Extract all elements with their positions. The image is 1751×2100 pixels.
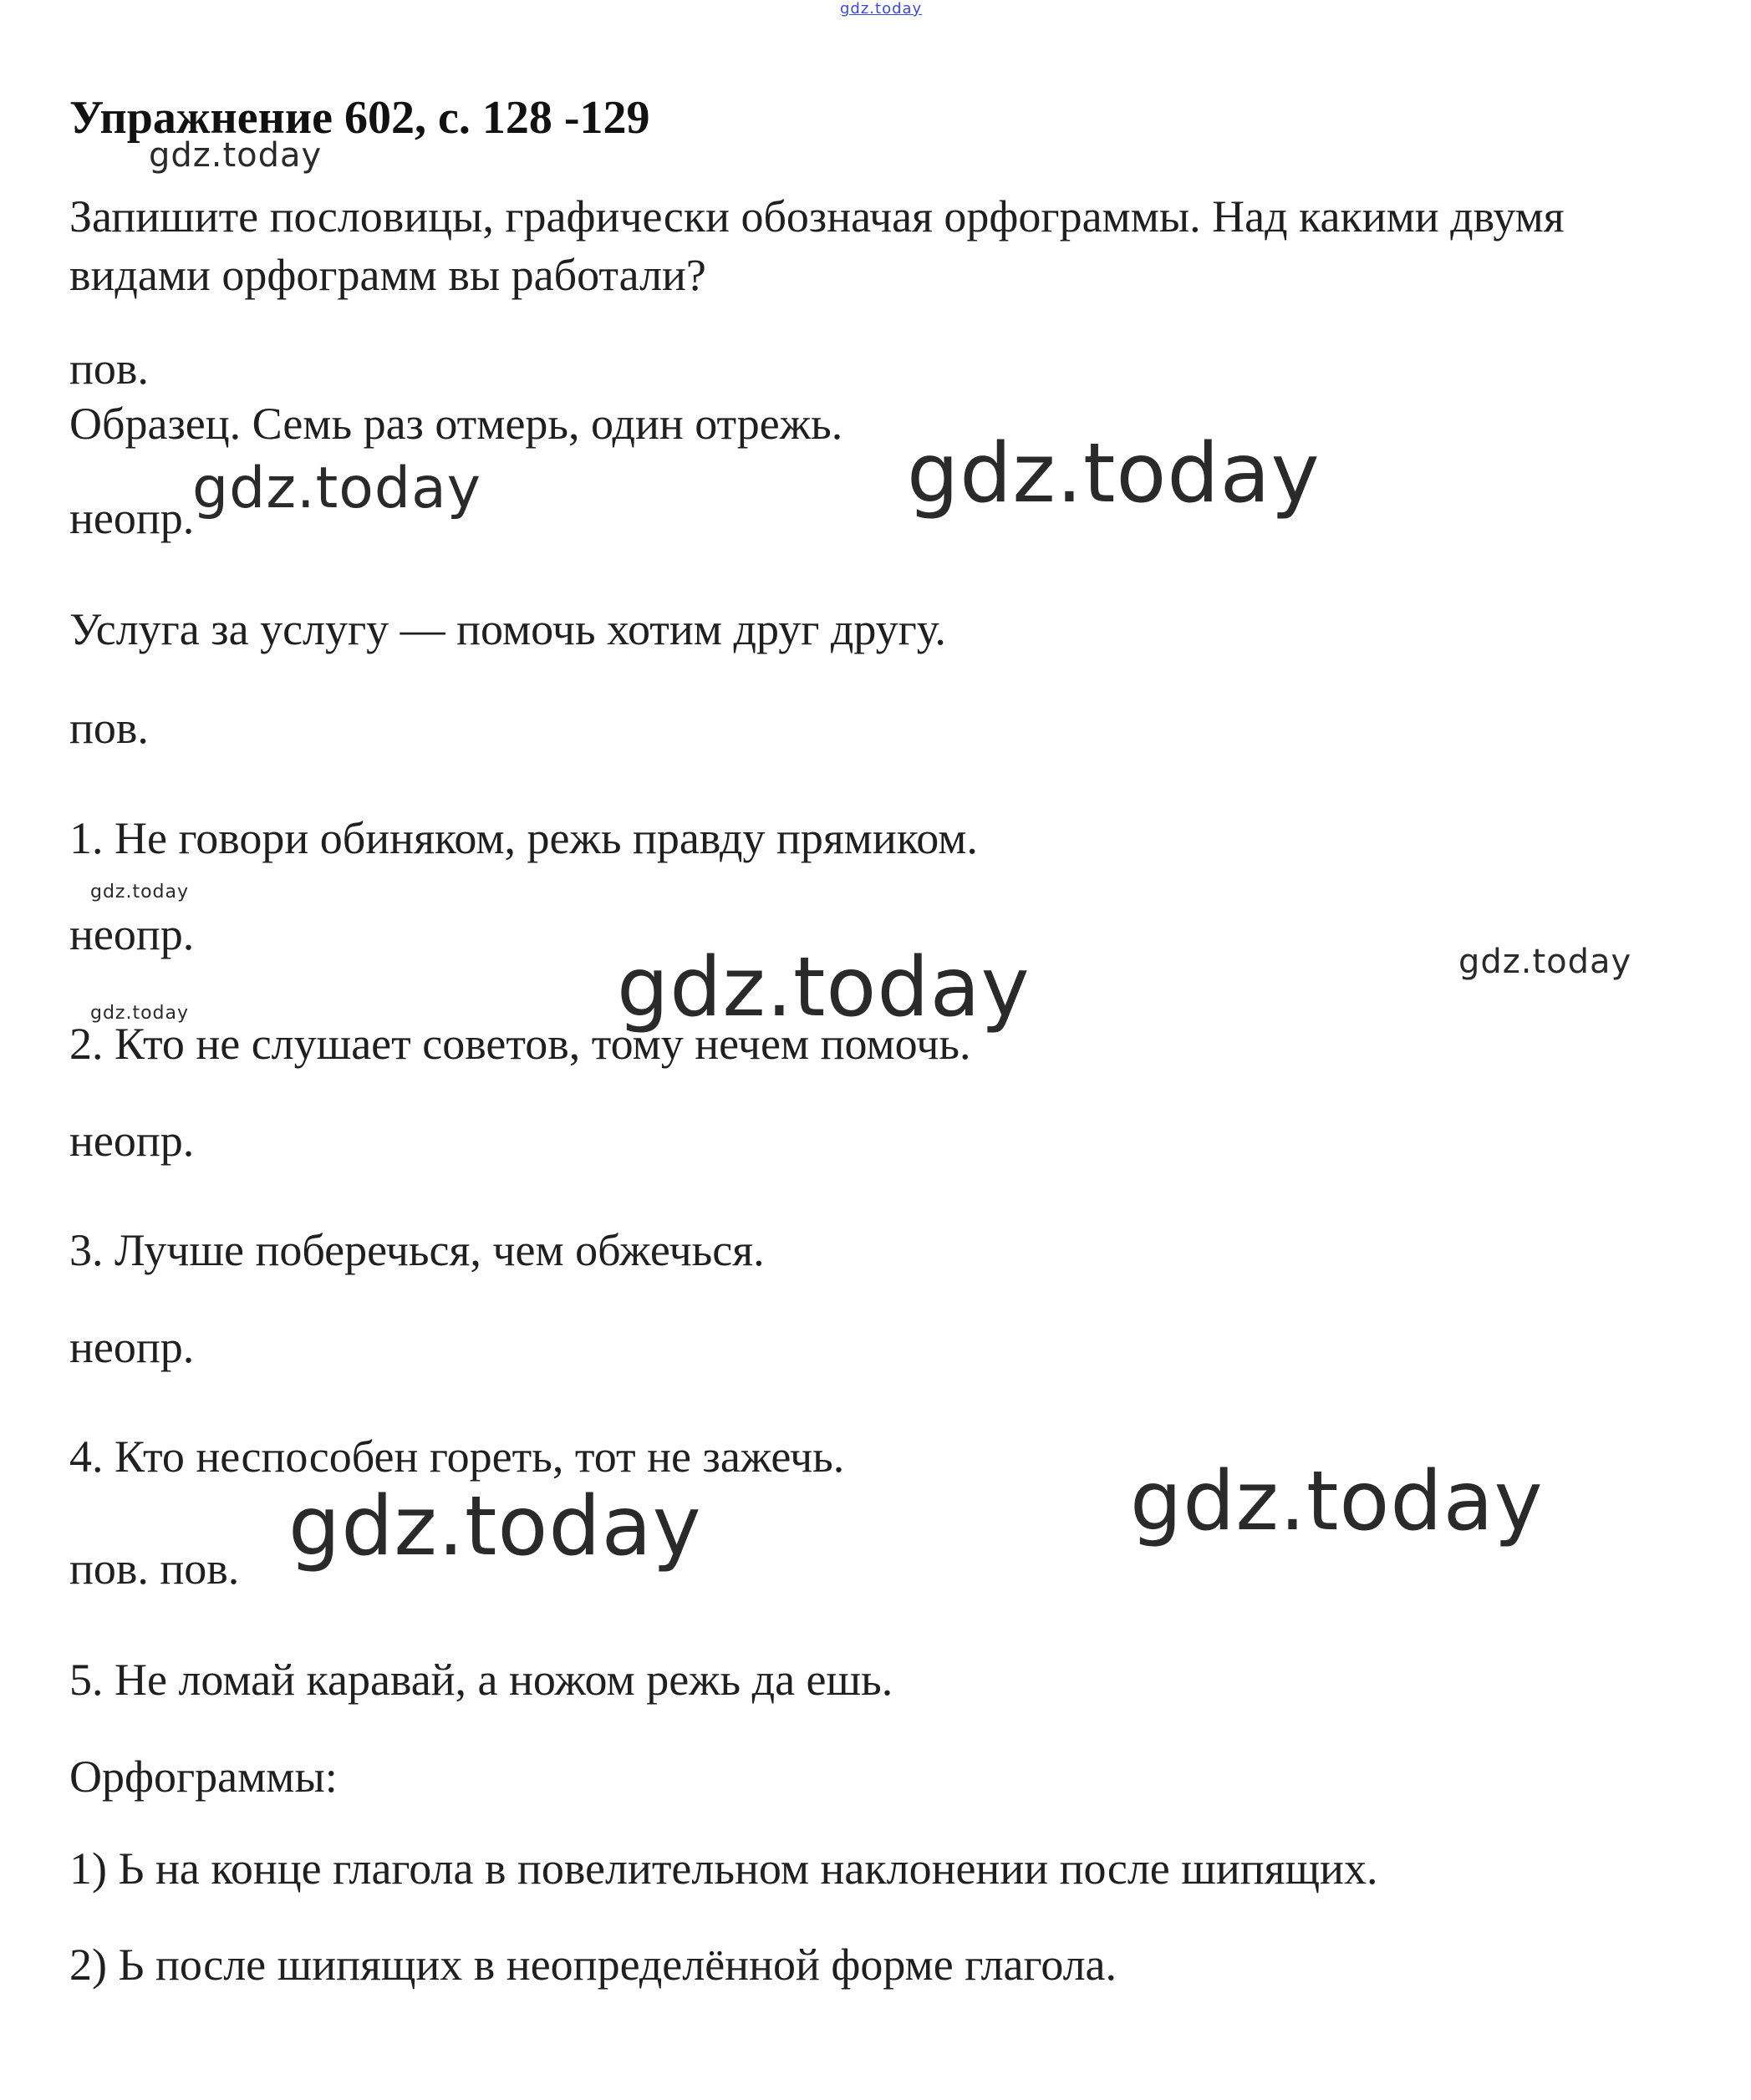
watermark-text: gdz.today bbox=[1458, 943, 1632, 981]
proverb-line: Услуга за услугу — помочь хотим друг другу. bbox=[69, 604, 946, 654]
watermark-text: gdz.today bbox=[617, 940, 1031, 1035]
watermark-text: gdz.today bbox=[149, 136, 323, 175]
summary-item-2: 2) Ь после шипящих в неопределённой форме глагола. bbox=[69, 1940, 1117, 1990]
task-text-line-2: видами орфограмм вы работали? bbox=[69, 250, 706, 300]
watermark-text: gdz.today bbox=[1130, 1454, 1544, 1549]
sample-label-bottom: неопр. bbox=[69, 493, 195, 543]
watermark-text: gdz.today bbox=[288, 1479, 702, 1574]
proverb-label: неопр. bbox=[69, 909, 195, 959]
proverb-line: 3. Лучше поберечься, чем обжечься. bbox=[69, 1225, 765, 1275]
proverb-label: пов. bbox=[69, 703, 149, 753]
watermark-text: gdz.today bbox=[90, 882, 190, 903]
proverb-line: 1. Не говори обиняком, режь правду прямиком. bbox=[69, 813, 978, 863]
watermark-text: gdz.today bbox=[192, 455, 481, 521]
proverb-label: неопр. bbox=[69, 1322, 195, 1372]
watermark-text: gdz.today bbox=[90, 1003, 190, 1024]
sample-label-top: пов. bbox=[69, 343, 149, 394]
top-watermark-link[interactable]: gdz.today bbox=[840, 0, 923, 18]
proverb-line: 5. Не ломай каравай, а ножом режь да ешь. bbox=[69, 1655, 893, 1705]
proverb-label: неопр. bbox=[69, 1116, 195, 1166]
proverb-label: пов. пов. bbox=[69, 1543, 240, 1594]
proverb-line: 2. Кто не слушает советов, тому нечем помочь. bbox=[69, 1019, 971, 1069]
watermark-text: gdz.today bbox=[907, 426, 1321, 521]
proverb-line: 4. Кто неспособен гореть, тот не зажечь. bbox=[69, 1431, 845, 1482]
exercise-title: Упражнение 602, с. 128 -129 bbox=[69, 92, 650, 144]
summary-heading: Орфограммы: bbox=[69, 1752, 338, 1802]
summary-item-1: 1) Ь на конце глагола в повелительном наклонении после шипящих. bbox=[69, 1843, 1378, 1894]
task-text-line-1: Запишите пословицы, графически обозначая орфограммы. Над какими двумя bbox=[69, 191, 1565, 242]
sample-proverb: Образец. Семь раз отмерь, один отрежь. bbox=[69, 399, 843, 449]
